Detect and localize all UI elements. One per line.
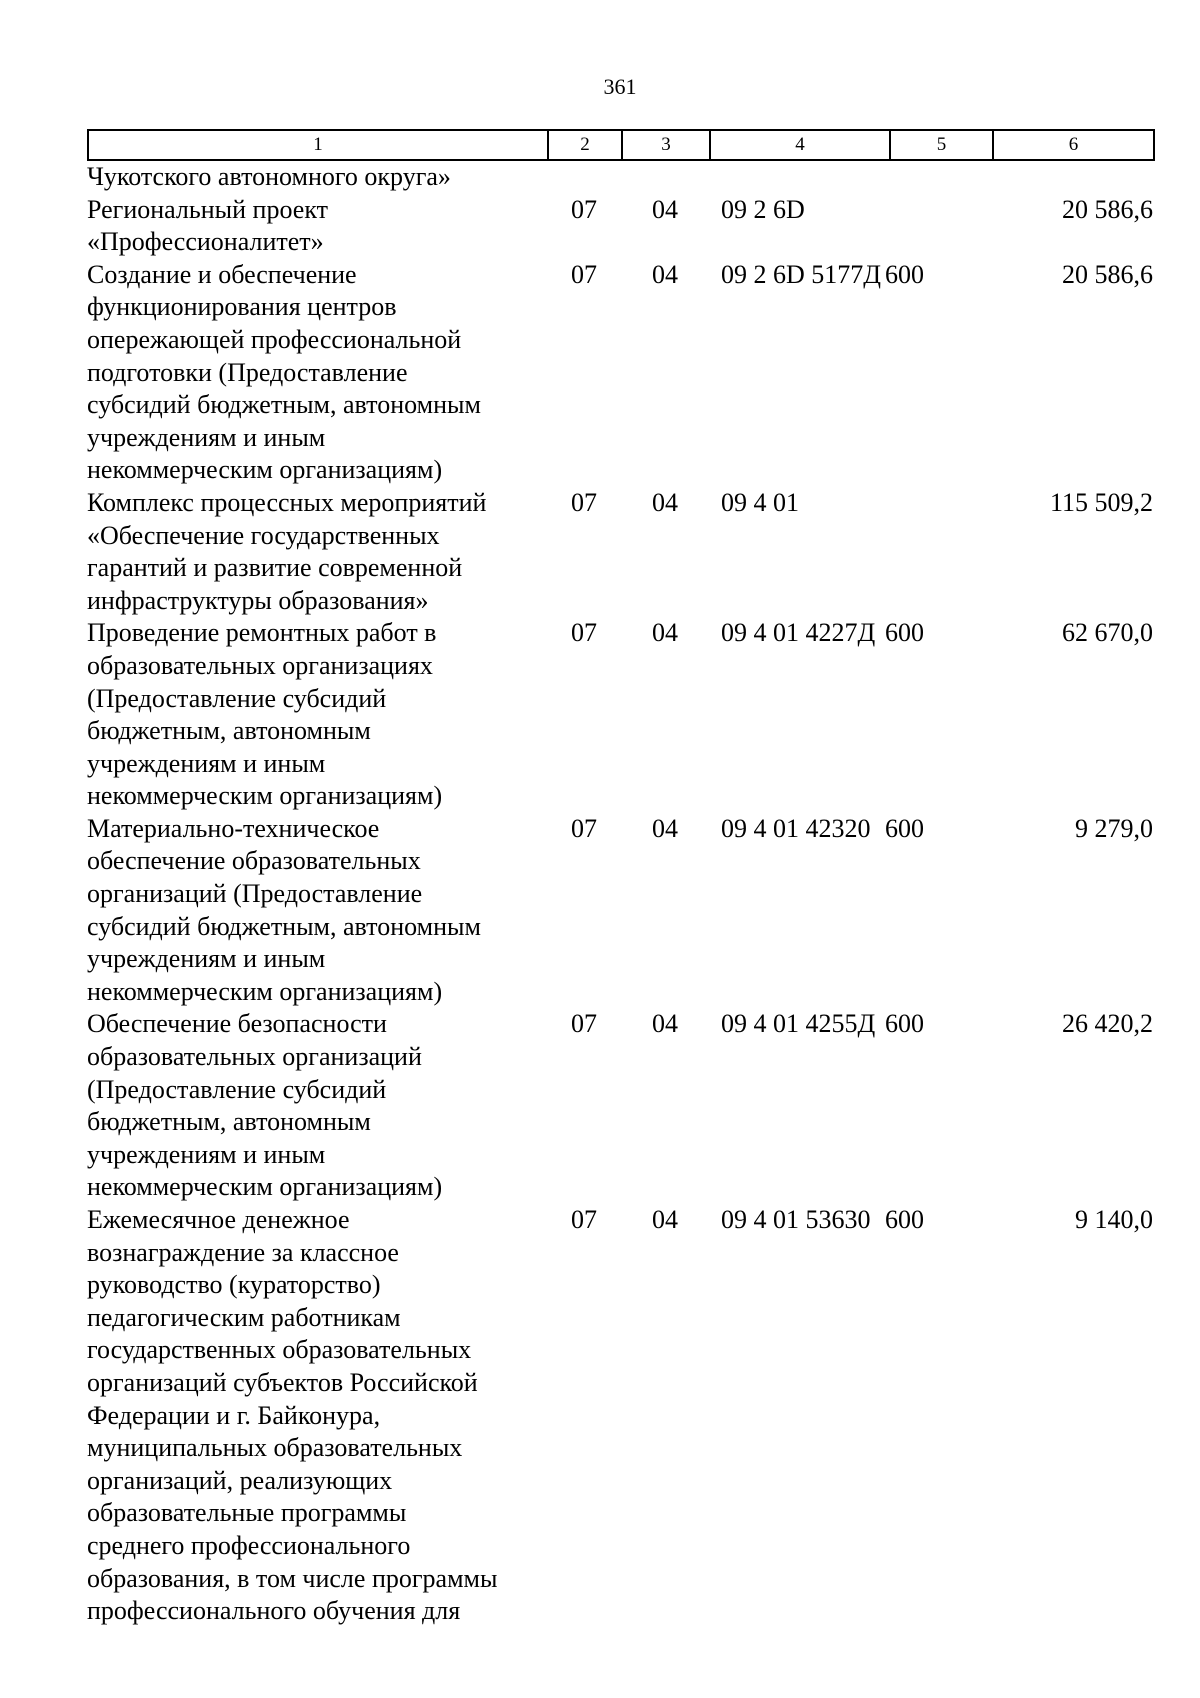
- row-name-line: субсидий бюджетным, автономным: [87, 911, 481, 941]
- table-row: [87, 194, 1153, 259]
- row-section: 07: [571, 194, 597, 224]
- row-name-line: опережающей профессиональной: [87, 324, 462, 354]
- table-row: [87, 259, 1153, 487]
- row-name: [87, 1008, 547, 1204]
- row-name-line: образовательных организациях: [87, 650, 433, 680]
- row-name-line: педагогическим работникам: [87, 1302, 401, 1332]
- row-name: [87, 161, 547, 194]
- row-target-article: 09 2 6D 5177Д: [721, 259, 882, 289]
- row-target-article: 09 2 6D: [721, 194, 805, 224]
- row-name-line: функционирования центров: [87, 292, 397, 322]
- row-subsection: 04: [652, 618, 678, 648]
- row-name-line: (Предоставление субсидий: [87, 683, 387, 713]
- row-name: [87, 259, 547, 487]
- header-col-1: 1: [88, 130, 548, 160]
- row-amount: 20 586,6: [1062, 259, 1153, 289]
- row-name-line: образовательные программы: [87, 1498, 407, 1528]
- row-name-line: некоммерческим организациям): [87, 1172, 443, 1202]
- table-row: [87, 1204, 1153, 1628]
- row-subsection: 04: [652, 259, 678, 289]
- row-name-line: Комплекс процессных мероприятий: [87, 487, 487, 517]
- table-row: [87, 487, 1153, 617]
- row-name-line: субсидий бюджетным, автономным: [87, 390, 481, 420]
- header-col-5: 5: [890, 130, 993, 160]
- header-col-3: 3: [622, 130, 710, 160]
- row-name-line: Материально-техническое: [87, 813, 380, 843]
- row-name-line: обеспечение образовательных: [87, 846, 421, 876]
- row-amount: 115 509,2: [1049, 487, 1153, 517]
- row-name-line: учреждениям и иным: [87, 944, 326, 974]
- row-subsection: 04: [652, 1205, 678, 1234]
- header-col-4: 4: [710, 130, 890, 160]
- row-section: 07: [571, 487, 597, 517]
- row-name: [87, 1204, 547, 1628]
- row-name-line: некоммерческим организациям): [87, 976, 443, 1006]
- row-name-line: учреждениям и иным: [87, 422, 326, 452]
- row-name-line: некоммерческим организациям): [87, 781, 443, 811]
- row-name-line: Федерации и г. Байконура,: [87, 1400, 381, 1430]
- row-name-line: бюджетным, автономным: [87, 716, 371, 746]
- row-name-line: организаций, реализующих: [87, 1465, 393, 1495]
- table-header: [87, 129, 1155, 161]
- row-name-line: Обеспечение безопасности: [87, 1009, 387, 1039]
- row-target-article: 09 4 01 53630: [721, 1205, 871, 1234]
- row-name-line: гарантий и развитие современной: [87, 553, 463, 583]
- row-name-line: организаций (Предоставление: [87, 879, 423, 909]
- row-name-line: бюджетным, автономным: [87, 1107, 371, 1137]
- row-name-line: учреждениям и иным: [87, 748, 326, 778]
- row-section: 07: [571, 618, 597, 648]
- row-name-line: некоммерческим организациям): [87, 455, 443, 485]
- row-name-line: среднего профессионального: [87, 1530, 411, 1560]
- row-name: [87, 487, 547, 617]
- row-section: 07: [571, 1009, 597, 1039]
- row-expense-type: 600: [885, 618, 924, 648]
- table-row: [87, 617, 1153, 813]
- row-name-line: муниципальных образовательных: [87, 1433, 463, 1463]
- row-expense-type: 600: [885, 1205, 924, 1234]
- row-amount: 62 670,0: [1062, 618, 1153, 648]
- row-section: 07: [571, 1205, 597, 1234]
- row-name-line: вознаграждение за классное: [87, 1237, 399, 1267]
- table-row: [87, 813, 1153, 1009]
- row-name-line: организаций субъектов Российской: [87, 1367, 478, 1397]
- row-subsection: 04: [652, 194, 678, 224]
- row-name-line: образования, в том числе программы: [87, 1563, 498, 1593]
- table-body: [87, 161, 1153, 1628]
- row-name-line: Создание и обеспечение: [87, 259, 357, 289]
- row-subsection: 04: [652, 487, 678, 517]
- row-name-line: Проведение ремонтных работ в: [87, 618, 437, 648]
- row-expense-type: 600: [885, 813, 924, 843]
- row-amount: 26 420,2: [1062, 1009, 1153, 1039]
- row-name-line: Ежемесячное денежное: [87, 1205, 350, 1234]
- row-expense-type: 600: [885, 259, 924, 289]
- table-row: [87, 161, 1153, 194]
- row-target-article: 09 4 01: [721, 487, 799, 517]
- row-target-article: 09 4 01 4227Д: [721, 618, 876, 648]
- row-name-line: профессионального обучения для: [87, 1596, 461, 1626]
- row-name-line: инфраструктуры образования»: [87, 585, 429, 615]
- header-col-6: 6: [993, 130, 1154, 160]
- table-row: [87, 1008, 1153, 1204]
- row-name-line: подготовки (Предоставление: [87, 357, 408, 387]
- row-name-line: «Обеспечение государственных: [87, 520, 440, 550]
- row-subsection: 04: [652, 1009, 678, 1039]
- row-name: [87, 617, 547, 813]
- row-name-line: (Предоставление субсидий: [87, 1074, 387, 1104]
- row-name-line: Региональный проект: [87, 194, 328, 224]
- page-number: 361: [603, 74, 637, 99]
- row-name-line: руководство (кураторство): [87, 1270, 381, 1300]
- row-expense-type: 600: [885, 1009, 924, 1039]
- row-section: 07: [571, 259, 597, 289]
- row-name: [87, 813, 547, 1009]
- row-subsection: 04: [652, 813, 678, 843]
- row-amount: 20 586,6: [1062, 194, 1153, 224]
- row-name-line: государственных образовательных: [87, 1335, 472, 1365]
- row-name-line: учреждениям и иным: [87, 1139, 326, 1169]
- row-name-line: Чукотского автономного округа»: [87, 162, 451, 191]
- row-amount: 9 140,0: [1075, 1205, 1153, 1234]
- row-name-line: «Профессионалитет»: [87, 227, 324, 257]
- row-target-article: 09 4 01 42320: [721, 813, 871, 843]
- row-name: [87, 194, 547, 259]
- row-section: 07: [571, 813, 597, 843]
- row-amount: 9 279,0: [1075, 813, 1153, 843]
- row-name-line: образовательных организаций: [87, 1042, 422, 1072]
- header-col-2: 2: [548, 130, 622, 160]
- row-target-article: 09 4 01 4255Д: [721, 1009, 876, 1039]
